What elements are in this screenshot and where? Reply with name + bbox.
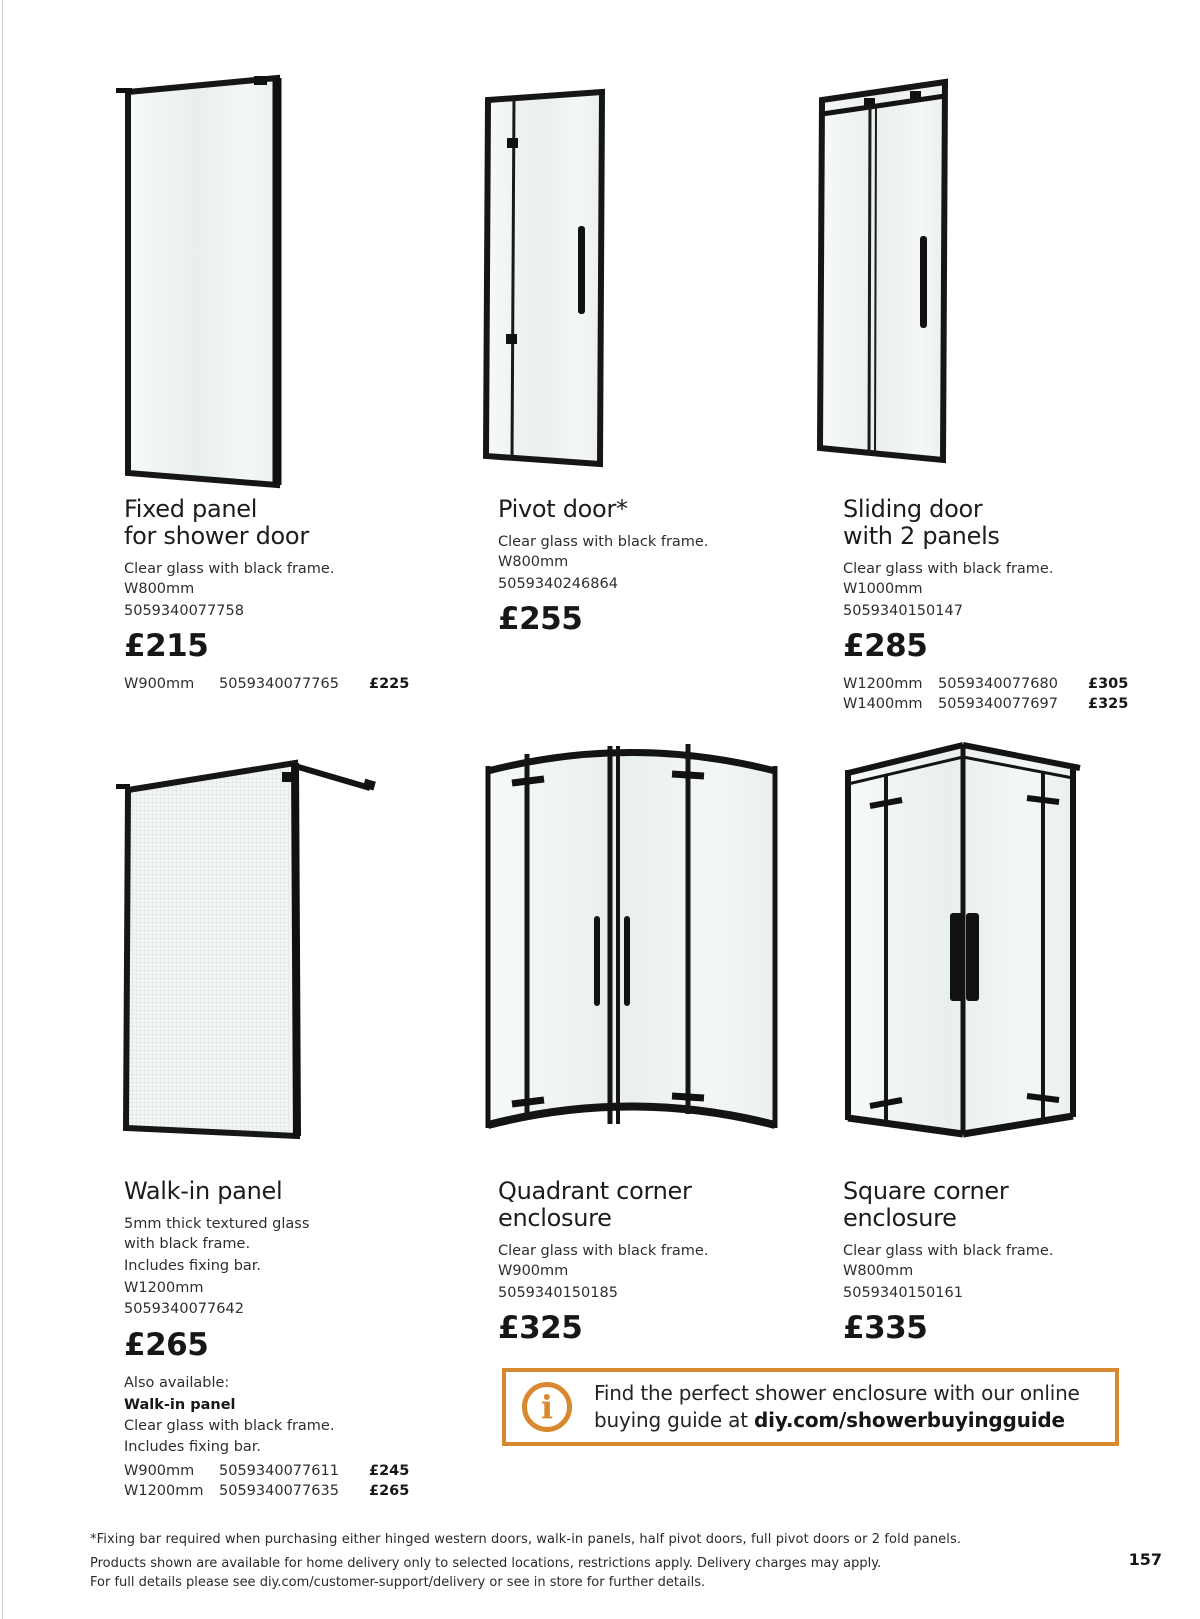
pivot-door-product-image (476, 86, 621, 476)
variant-list (124, 674, 459, 694)
product-width: W1200mm (124, 1279, 204, 1296)
variant-row (124, 1481, 459, 1501)
variant-width: W1200mm (124, 1482, 204, 1499)
variant-price: £265 (369, 1482, 410, 1499)
product-title: Fixed panel for shower door (124, 495, 309, 550)
fixed-panel-product-image (106, 66, 291, 491)
sliding-door-product-image (812, 78, 952, 473)
product-sku: 5059340077642 (124, 1301, 244, 1317)
product-width: W800mm (124, 581, 195, 597)
walk-in-panel-product-image (108, 722, 378, 1142)
product-title: Square corner enclosure (843, 1177, 1009, 1232)
buying-guide-url: diy.com/showerbuyingguide (754, 1408, 1065, 1432)
product-sku: 5059340077758 (124, 602, 244, 619)
quadrant-enclosure-product-image (458, 716, 793, 1138)
product-card-quadrant-enclosure (498, 1178, 833, 1347)
product-width: W1000mm (843, 581, 923, 597)
product-description: Clear glass with black frame. (498, 1243, 709, 1259)
product-description: 5mm thick textured glass with black frame. (124, 1216, 310, 1252)
product-width: W800mm (498, 554, 569, 570)
variant-width: W1200mm (843, 676, 923, 692)
variant-row (843, 694, 1178, 714)
product-sku: 5059340150147 (843, 602, 963, 619)
product-includes-note: Includes fixing bar. (124, 1258, 262, 1274)
product-description: Clear glass with black frame. (843, 1243, 1054, 1259)
variant-sku: 5059340077697 (938, 696, 1058, 712)
buying-guide-info-box (502, 1368, 1119, 1446)
product-description: Clear glass with black frame. (498, 534, 709, 550)
page-number: 157 (1128, 1550, 1162, 1569)
info-icon: i (522, 1382, 572, 1432)
variant-width: W900mm (124, 676, 195, 692)
product-price: £215 (124, 628, 209, 664)
product-title: Pivot door* (498, 495, 628, 523)
square-enclosure-product-image (806, 714, 1146, 1144)
variant-row (124, 674, 459, 694)
product-price: £265 (124, 1326, 209, 1363)
product-sku: 5059340150185 (498, 1284, 618, 1301)
variant-list (843, 674, 1178, 714)
product-width: W900mm (498, 1263, 569, 1279)
variant-row (843, 674, 1178, 694)
also-available-description: Clear glass with black frame. (124, 1417, 335, 1434)
variant-price: £325 (1088, 696, 1129, 712)
product-price: £285 (843, 628, 928, 664)
variant-price: £305 (1088, 676, 1129, 692)
variant-sku: 5059340077611 (219, 1462, 339, 1479)
info-text: Find the perfect shower enclosure with our online buying guide at diy.com/showerbuyingguide (594, 1381, 1080, 1432)
product-card-square-enclosure (843, 1178, 1178, 1347)
variant-width: W1400mm (843, 696, 923, 712)
product-sku: 5059340246864 (498, 575, 618, 592)
also-available-includes: Includes fixing bar. (124, 1439, 262, 1455)
product-sku: 5059340150161 (843, 1284, 963, 1301)
also-available-label: Also available: (124, 1374, 230, 1391)
product-price: £255 (498, 601, 583, 637)
product-price: £325 (498, 1310, 583, 1346)
product-card-fixed-panel (124, 496, 459, 694)
delivery-note: Products shown are available for home delivery only to selected locations, restrictions apply. Delivery charges may apply. For full details please see diy.com/customer-support/delivery or see in store for further details. (90, 1556, 882, 1590)
variant-row (124, 1461, 459, 1481)
variant-list (124, 1461, 459, 1501)
variant-sku: 5059340077765 (219, 676, 339, 692)
variant-price: £225 (369, 676, 410, 692)
fixing-bar-footnote: *Fixing bar required when purchasing either hinged western doors, walk-in panels, half pivot doors, full pivot doors or 2 fold panels. (90, 1532, 962, 1547)
product-title: Quadrant corner enclosure (498, 1177, 692, 1232)
variant-sku: 5059340077635 (219, 1482, 339, 1499)
variant-sku: 5059340077680 (938, 676, 1058, 692)
product-card-walk-in-panel (124, 1178, 459, 1501)
product-card-pivot-door (498, 496, 833, 638)
product-description: Clear glass with black frame. (843, 561, 1054, 577)
product-title: Sliding door with 2 panels (843, 495, 1000, 550)
product-description: Clear glass with black frame. (124, 561, 335, 577)
variant-width: W900mm (124, 1462, 195, 1479)
product-title: Walk-in panel (124, 1177, 283, 1205)
variant-price: £245 (369, 1462, 410, 1479)
also-available-name: Walk-in panel (124, 1396, 236, 1413)
product-width: W800mm (843, 1263, 914, 1279)
product-price: £335 (843, 1310, 928, 1346)
page-edge-line (2, 0, 3, 1619)
product-card-sliding-door (843, 496, 1178, 714)
